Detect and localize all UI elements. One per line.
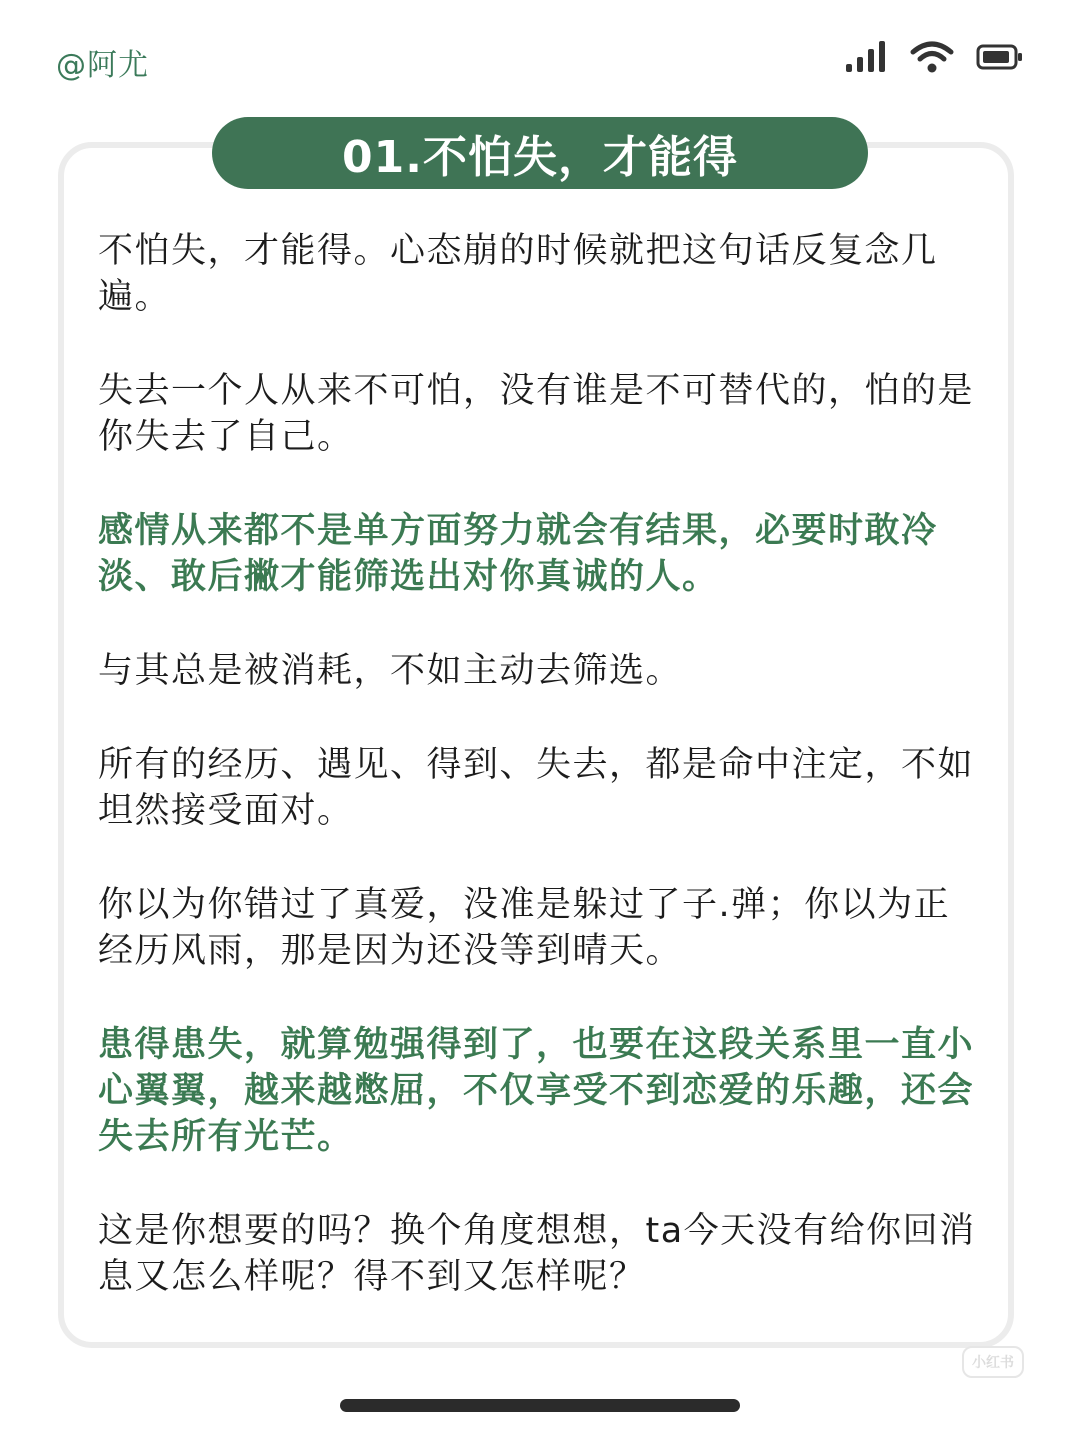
paragraph: 失去一个人从来不可怕，没有谁是不可替代的，怕的是你失去了自己。 bbox=[98, 371, 975, 457]
highlighted-paragraph: 患得患失，就算勉强得到了，也要在这段关系里一直小心翼翼，越来越憋屈，不仅享受不到恋爱的乐趣，还会失去所有光芒。 bbox=[98, 1025, 975, 1157]
wifi-icon bbox=[910, 40, 954, 74]
status-icons bbox=[844, 40, 1024, 74]
article-body bbox=[98, 228, 978, 1348]
paragraph: 你以为你错过了真爱，没准是躲过了子.弹；你以为正经历风雨，那是因为还没等到晴天。 bbox=[98, 885, 951, 971]
paragraph: 这是你想要的吗？换个角度想想，ta今天没有给你回消息又怎么样呢？得不到又怎样呢？ bbox=[98, 1211, 976, 1297]
title-banner bbox=[212, 117, 868, 189]
home-indicator[interactable] bbox=[340, 1399, 740, 1412]
status-bar bbox=[0, 0, 1080, 100]
paragraph: 与其总是被消耗，不如主动去筛选。 bbox=[98, 651, 683, 691]
paragraph: 所有的经历、遇见、得到、失去，都是命中注定，不如坦然接受面对。 bbox=[98, 745, 975, 831]
signal-icon bbox=[844, 40, 888, 74]
author-handle: @阿尤 bbox=[56, 48, 149, 83]
highlighted-paragraph: 感情从来都不是单方面努力就会有结果，必要时敢冷淡、敢后撇才能筛选出对你真诚的人。 bbox=[98, 511, 938, 597]
page-title: 01.不怕失，才能得 bbox=[342, 132, 738, 183]
battery-icon bbox=[976, 43, 1024, 71]
watermark-logo: 小红书 bbox=[962, 1346, 1024, 1378]
paragraph: 不怕失，才能得。心态崩的时候就把这句话反复念几遍。 bbox=[98, 231, 938, 317]
